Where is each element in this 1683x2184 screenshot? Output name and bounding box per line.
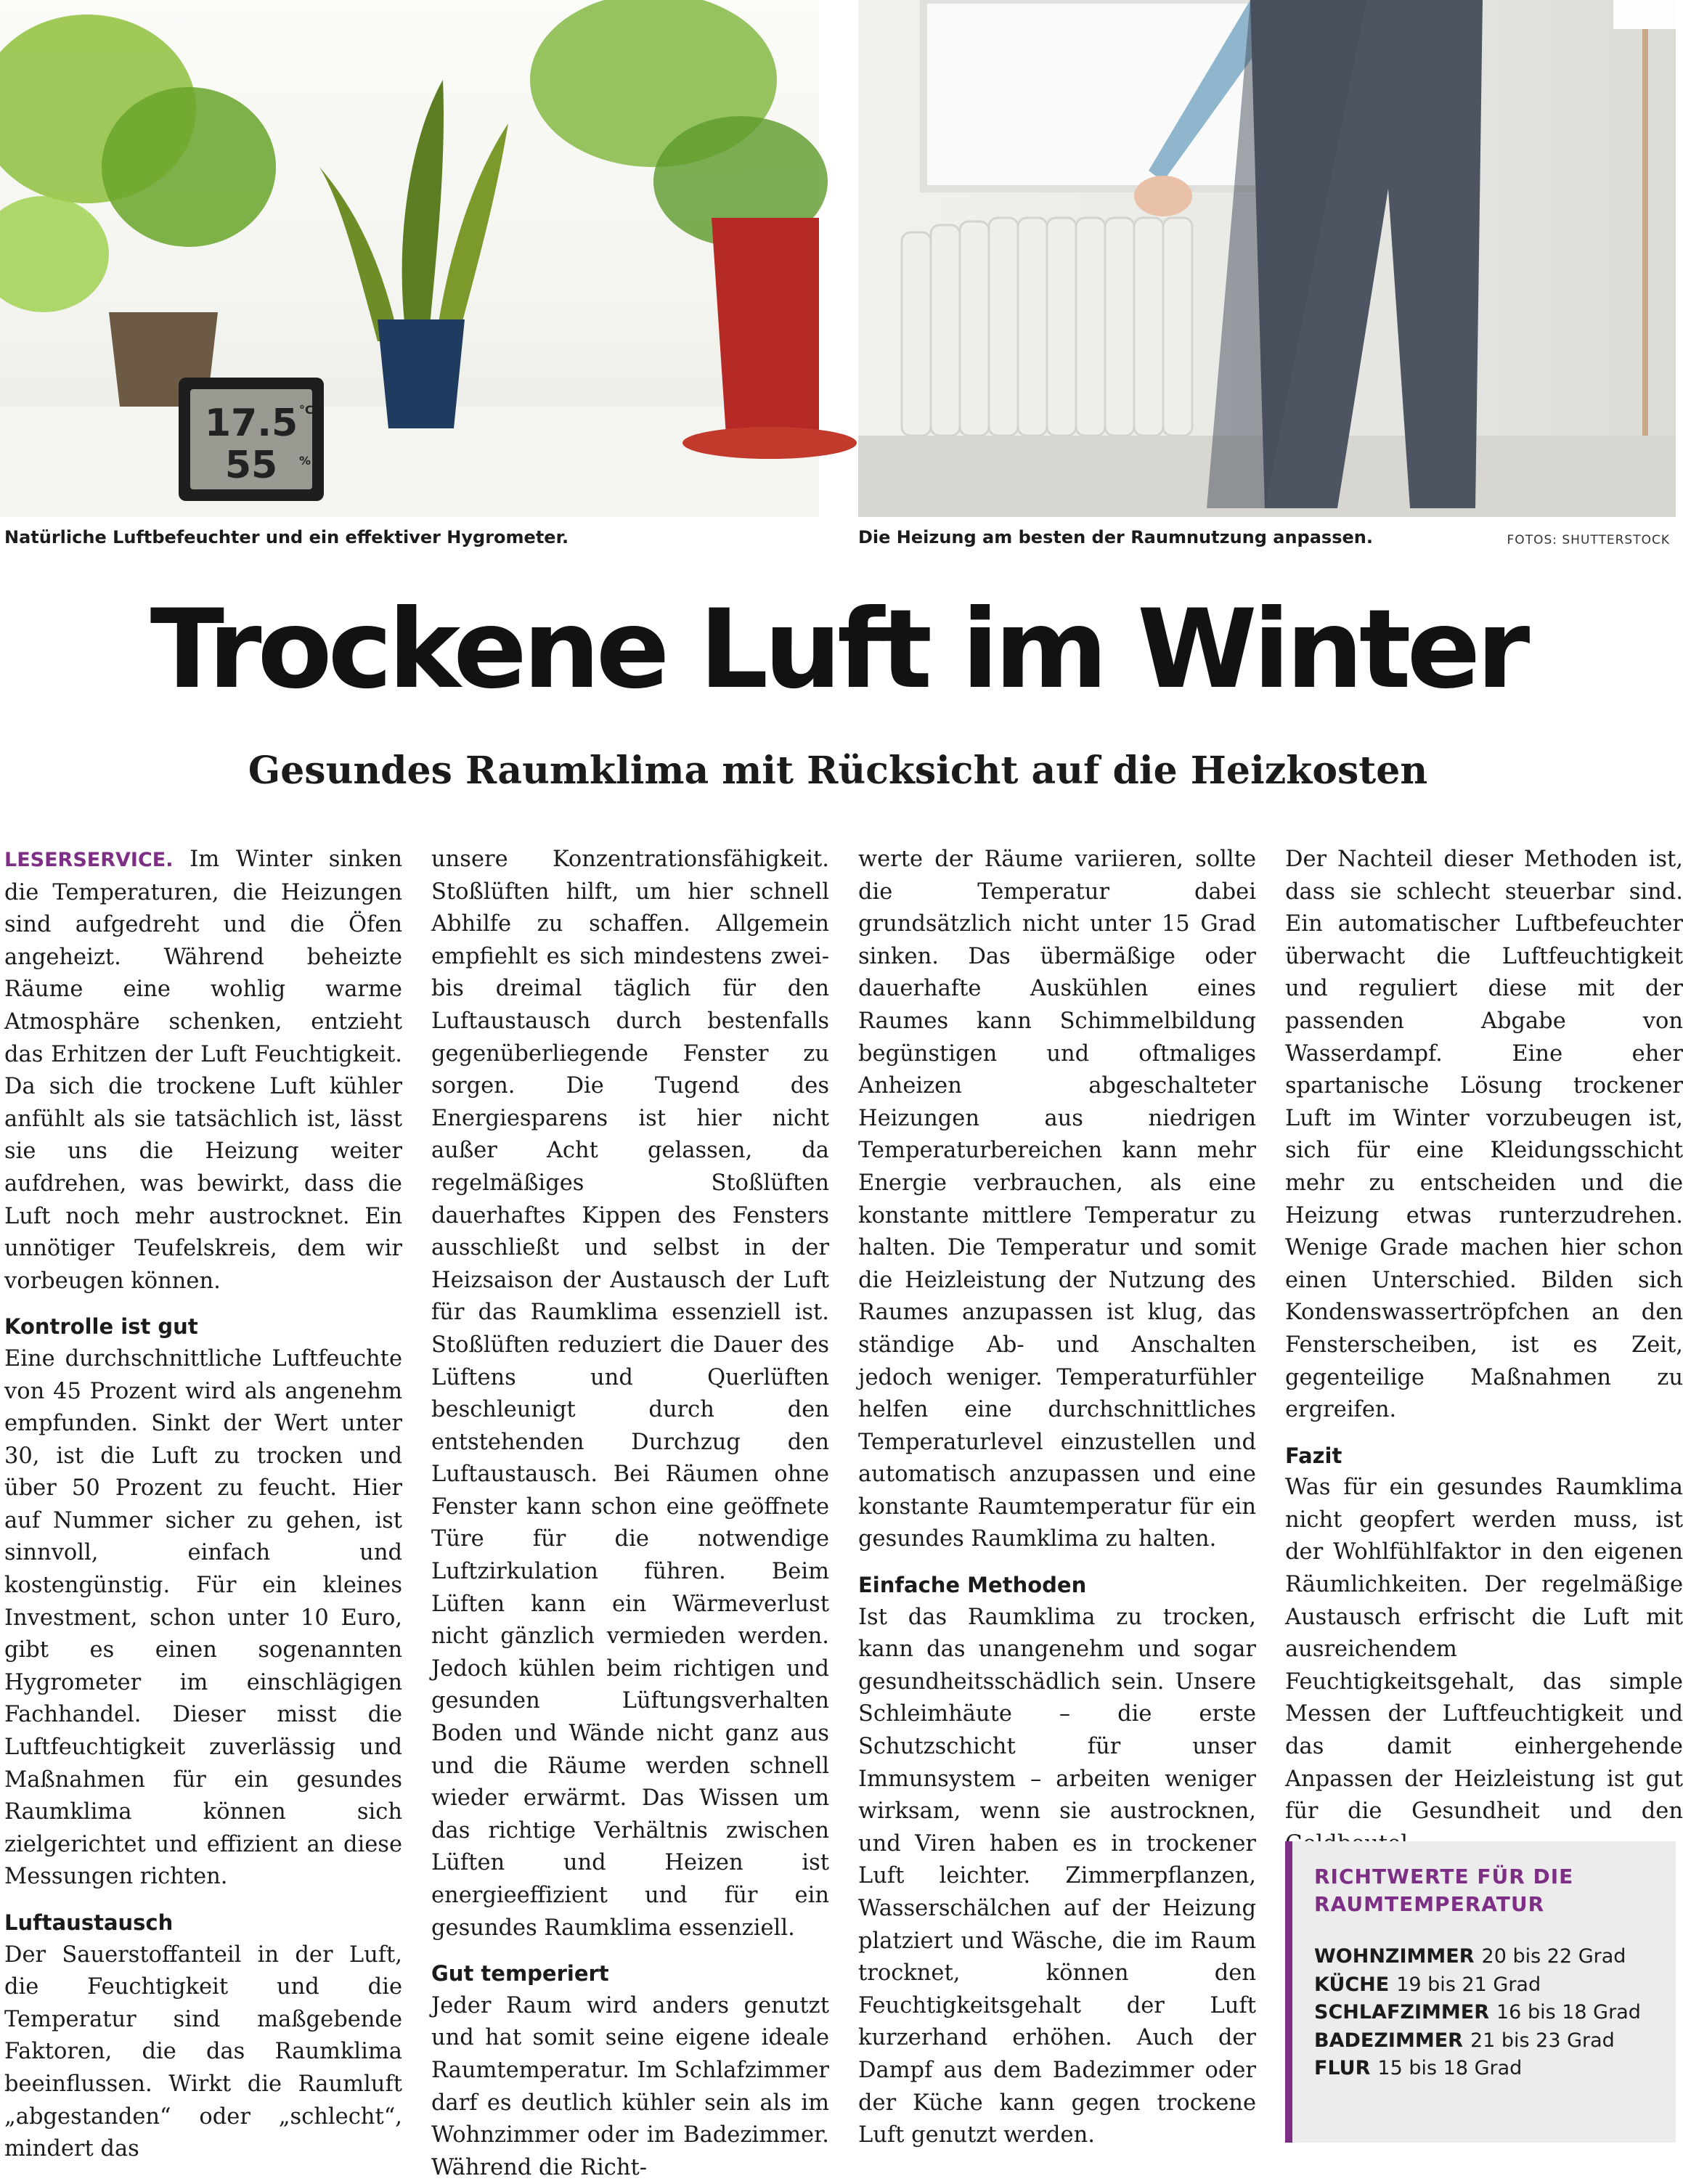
paragraph-fazit: Was für ein gesundes Raumklima nicht geopfert werden muss, ist der Wohlfühlfaktor in den eigenen Räumlichkeiten. Der regelmäßige Austausch erfrischt die Luft mit ausreichendem Feuchtigkeitsgehalt, das simple Messen der Luftfeuchtigkeit und das damit einhergehende Anpassen der Heizleistung ist gut für die Gesundheit und den — [1285, 1475, 1683, 1825]
room-range: 15 bis 18 Grad — [1377, 2057, 1523, 2079]
info-box-room-temperatures — [1285, 1841, 1676, 2143]
article-column-1 — [4, 844, 402, 2166]
section-heading-kontrolle: Kontrolle ist gut — [4, 1314, 198, 1340]
section-heading-luftaustausch: Luftaustausch — [4, 1910, 174, 1935]
info-box-title-line-2: RAUMTEMPERATUR — [1314, 1892, 1545, 1916]
intro-text: Im Winter sinken die Temperaturen, die Heizungen sind aufgedreht und die Öfen angeheizt. Während beheizte Räume eine wohlig warme Atmosphäre schenken, entzieht das Erhitzen der Luft Feuchtigkeit. Da sich die trockene Luft kühler anfühlt als sie tatsächlich ist, lässt sie uns die Heizung weiter aufdrehen, was bewirkt, dass die Luft noch mehr austrocknet. Ein unnötiger Teufelskreis, dem wir vorbeugen können. — [4, 847, 402, 1294]
room-range: 21 bis 23 Grad — [1470, 2029, 1615, 2052]
section-heading-gut-temperiert: Gut temperiert — [431, 1961, 609, 1987]
photo-radiator — [858, 0, 1676, 517]
paragraph-gut-temperiert: Jeder Raum wird anders genutzt und hat somit seine eigene ideale Raumtemperatur. Im Schlafzimmer darf es deutlich kühler sein als im Wohnzimmer oder im Badezimmer. Während die Richt- — [431, 1992, 829, 2180]
headline: Trockene Luft im Winter — [150, 587, 1526, 713]
article-column-4 — [1285, 844, 1683, 1860]
photo-credit: FOTOS: SHUTTERSTOCK — [1507, 533, 1670, 547]
article-column-2 — [431, 844, 829, 2184]
hygrometer-temperature: 17.5 — [204, 402, 298, 445]
paragraph-einfache-methoden: Ist das Raumklima zu trocken, kann das unangenehm und sogar gesundheitsschädlich sein. Unsere Schleimhäute – die erste Schutzschicht für unser Immunsystem – arbeiten weniger wirksam, wenn sie austrocknen, und Viren haben es in trockener Luft leichter. Zimmerpflanzen, Wasserschälchen auf der Heizung platziert und Wäsche, die im Raum trocknet, können den Feuchtigkeitsgehalt der Luft kurzerhand erhöhen. Auch der Dampf aus dem Badezimmer oder der Küche kann gegen trockene Luft genutzt werden. — [858, 1604, 1256, 2148]
info-box-title — [1314, 1863, 1658, 1918]
room-name: FLUR — [1314, 2057, 1371, 2079]
paragraph-kontrolle: Eine durchschnittliche Luftfeuchte von 45 Prozent wird als angenehm empfunden. Sinkt der Wert unter 30, ist die Luft zu trocken und über 50 Prozent zu feucht. Hier auf Nummer sicher zu gehen, ist sinnvoll, einfach und kostengünstig. Für ein kleines Investment, schon unter 10 Euro, gibt es einen sogenannten Hygrometer im einschlägigen Fachhandel. Dieser misst die Luftfeuchtigkeit zuverlässig und Maßnahmen für ein gesundes Raumklima können sich zielgerichtet und effizient an diese Messungen richten. — [4, 1345, 402, 1890]
paragraph-richtwerte: werte der Räume variieren, sollte die Temperatur dabei grundsätzlich nicht unter 15 Grad sinken. Das übermäßige oder dauerhafte Auskühlen eines Raumes kann Schimmelbildung begünstigen und oftmaliges Anheizen abgeschalteter Heizungen aus niedrigen Temperaturbereichen kann mehr Energie verbrauchen, als eine konstante mittlere Temperatur zu halten. Die Temperatur und somit die Heizleistung der Nutzung des Raumes anzupassen ist klug, das ständige Ab- und Anschalten jedoch weniger. Temperaturfühler helfen eine durchschnittliches Temperaturlevel einzustellen und automatisch anzupassen und eine konstante Raumtemperatur für ein gesundes Raumklima zu halten. — [858, 847, 1256, 1552]
hygrometer-humidity: 55 — [224, 444, 278, 487]
room-range: 19 bis 21 Grad — [1396, 1973, 1541, 1996]
room-range: 16 bis 18 Grad — [1496, 2001, 1641, 2024]
room-row — [1314, 1971, 1658, 2000]
room-row — [1314, 1943, 1658, 1971]
paragraph-luftaustausch: Der Sauerstoffanteil in der Luft, die Feuchtigkeit und die Temperatur sind maßgebende Faktoren, die das Raumklima beeinflussen. Wirkt die Raumluft „abgestanden“ oder „schlecht“, mindert das — [4, 1941, 402, 2162]
room-row — [1314, 2055, 1658, 2083]
room-row — [1314, 1999, 1658, 2027]
room-row — [1314, 2027, 1658, 2055]
plants-illustration — [0, 0, 819, 517]
photo-caption-right: Die Heizung am besten der Raumnutzung anpassen. — [858, 527, 1373, 547]
room-name: BADEZIMMER — [1314, 2029, 1463, 2052]
photo-plants-hygrometer — [0, 0, 819, 517]
section-heading-einfache-methoden: Einfache Methoden — [858, 1573, 1087, 1598]
paragraph-nachteil: Der Nachteil dieser Methoden ist, dass sie schlecht steuerbar sind. Ein automatischer Luftbefeuchter überwacht die Luftfeuchtigkeit und reguliert diese mit der passenden Abgabe von Wasserdampf. Eine eher spartanische Lösung trockener Luft im Winter vorzubeugen ist, sich für eine Kleidungsschicht mehr zu entscheiden und die Heizung etwas runterzudrehen. Wenige Grade machen hier schon einen Unterschied. Bilden sich Kondenswassertröpfchen an den Fensterscheiben, ist es Zeit, gegenteilige Maßnahmen zu ergreifen. — [1285, 847, 1683, 1423]
room-name: SCHLAFZIMMER — [1314, 2001, 1489, 2024]
info-box-title-line-1: RICHTWERTE FÜR DIE — [1314, 1865, 1574, 1888]
room-name: WOHNZIMMER — [1314, 1945, 1475, 1968]
room-range: 20 bis 22 Grad — [1481, 1945, 1626, 1968]
hygrometer-humidity-unit: % — [299, 454, 311, 468]
photo-caption-left: Natürliche Luftbefeuchter und ein effektiver Hygrometer. — [4, 527, 569, 547]
paragraph-lueften: unsere Konzentrationsfähigkeit. Stoßlüften hilft, um hier schnell Abhilfe zu schaffen. Allgemein empfiehlt es sich mindestens zwei- bis dreimal täglich für den Luftaustausch durch bestenfalls gegenüberliegende Fenster zu sorgen. Die Tugend des Energiesparens ist hier nicht außer Acht gelassen, da regelmäßiges Stoßlüften dauerhaftes Kippen des Fensters ausschließt und selbst in der Heizsaison der Austausch der Luft für das Raumklima essenziell ist. Stoßlüften reduziert die Dauer des Lüftens und Querlüften beschleunigt durch den entstehenden Durchzug den Luftaustausch. Bei Räumen ohne Fenster kann schon eine geöffnete Türe für die notwendige Luftzirkulation führen. Beim Lüften kann ein Wärmeverlust nicht gänzlich vermieden werden. Jedoch kühlen beim richtigen und gesunden Lüftungsverhalten Boden und Wände nicht ganz aus und die Räume werden schnell wieder erwärmt. Das Wissen um das richtige Verhältnis zwischen Lüften und Heizen ist energieeffizient und für ein gesundes Raumklima essenziell. — [431, 847, 829, 1941]
intro-paragraph — [4, 844, 402, 1297]
section-heading-fazit: Fazit — [1285, 1443, 1342, 1468]
article-column-3 — [858, 844, 1256, 2152]
hygrometer-temperature-unit: °C — [299, 403, 314, 417]
radiator-illustration — [858, 0, 1676, 517]
kicker: LESERSERVICE. — [4, 849, 174, 871]
room-name: KÜCHE — [1314, 1973, 1390, 1996]
subheadline: Gesundes Raumklima mit Rücksicht auf die Heizkosten — [248, 749, 1428, 793]
